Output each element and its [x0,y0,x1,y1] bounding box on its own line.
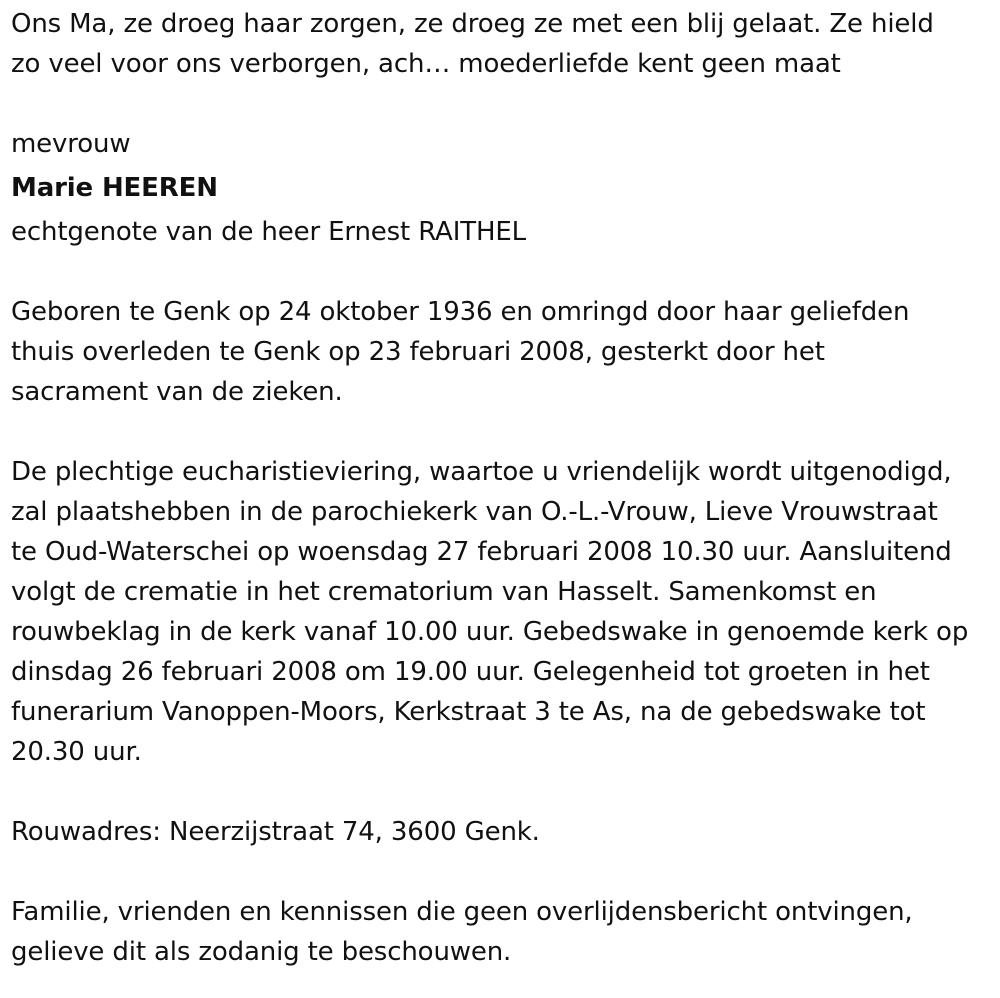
text-line: thuis overleden te Genk op 23 februari 2008, gesterkt door het [11,337,825,367]
obituary-document [11,4,996,972]
honorific: mevrouw [11,129,131,159]
deceased-name: Marie HEEREN [11,173,218,203]
ceremony-paragraph [11,452,996,772]
text-line: sacrament van de zieken. [11,377,343,407]
text-line: Geboren te Genk op 24 oktober 1936 en omringd door haar geliefden [11,297,910,327]
poem-line: Ons Ma, ze droeg haar zorgen, ze droeg ze met een blij gelaat. Ze hield [11,9,934,39]
spouse-line: echtgenote van de heer Ernest RAITHEL [11,217,526,247]
poem [11,4,996,84]
text-line: zal plaatshebben in de parochiekerk van O.-L.-Vrouw, Lieve Vrouwstraat [11,497,938,527]
text-line: te Oud-Waterschei op woensdag 27 februari 2008 10.30 uur. Aansluitend [11,537,952,567]
text-line: 20.30 uur. [11,737,142,767]
closing-paragraph [11,892,996,972]
text-line: Familie, vrienden en kennissen die geen overlijdensbericht ontvingen, [11,897,913,927]
text-line: De plechtige eucharistieviering, waartoe u vriendelijk wordt uitgenodigd, [11,457,952,487]
mourning-address: Rouwadres: Neerzijstraat 74, 3600 Genk. [11,817,540,847]
text-line: funerarium Vanoppen-Moors, Kerkstraat 3 te As, na de gebedswake tot [11,697,926,727]
text-line: gelieve dit als zodanig te beschouwen. [11,937,512,967]
text-line: volgt de crematie in het crematorium van Hasselt. Samenkomst en [11,577,877,607]
text-line: rouwbeklag in de kerk vanaf 10.00 uur. Gebedswake in genoemde kerk op [11,617,969,647]
text-line: dinsdag 26 februari 2008 om 19.00 uur. Gelegenheid tot groeten in het [11,657,930,687]
birth-death-paragraph [11,292,996,412]
poem-line: zo veel voor ons verborgen, ach… moederliefde kent geen maat [11,49,841,79]
